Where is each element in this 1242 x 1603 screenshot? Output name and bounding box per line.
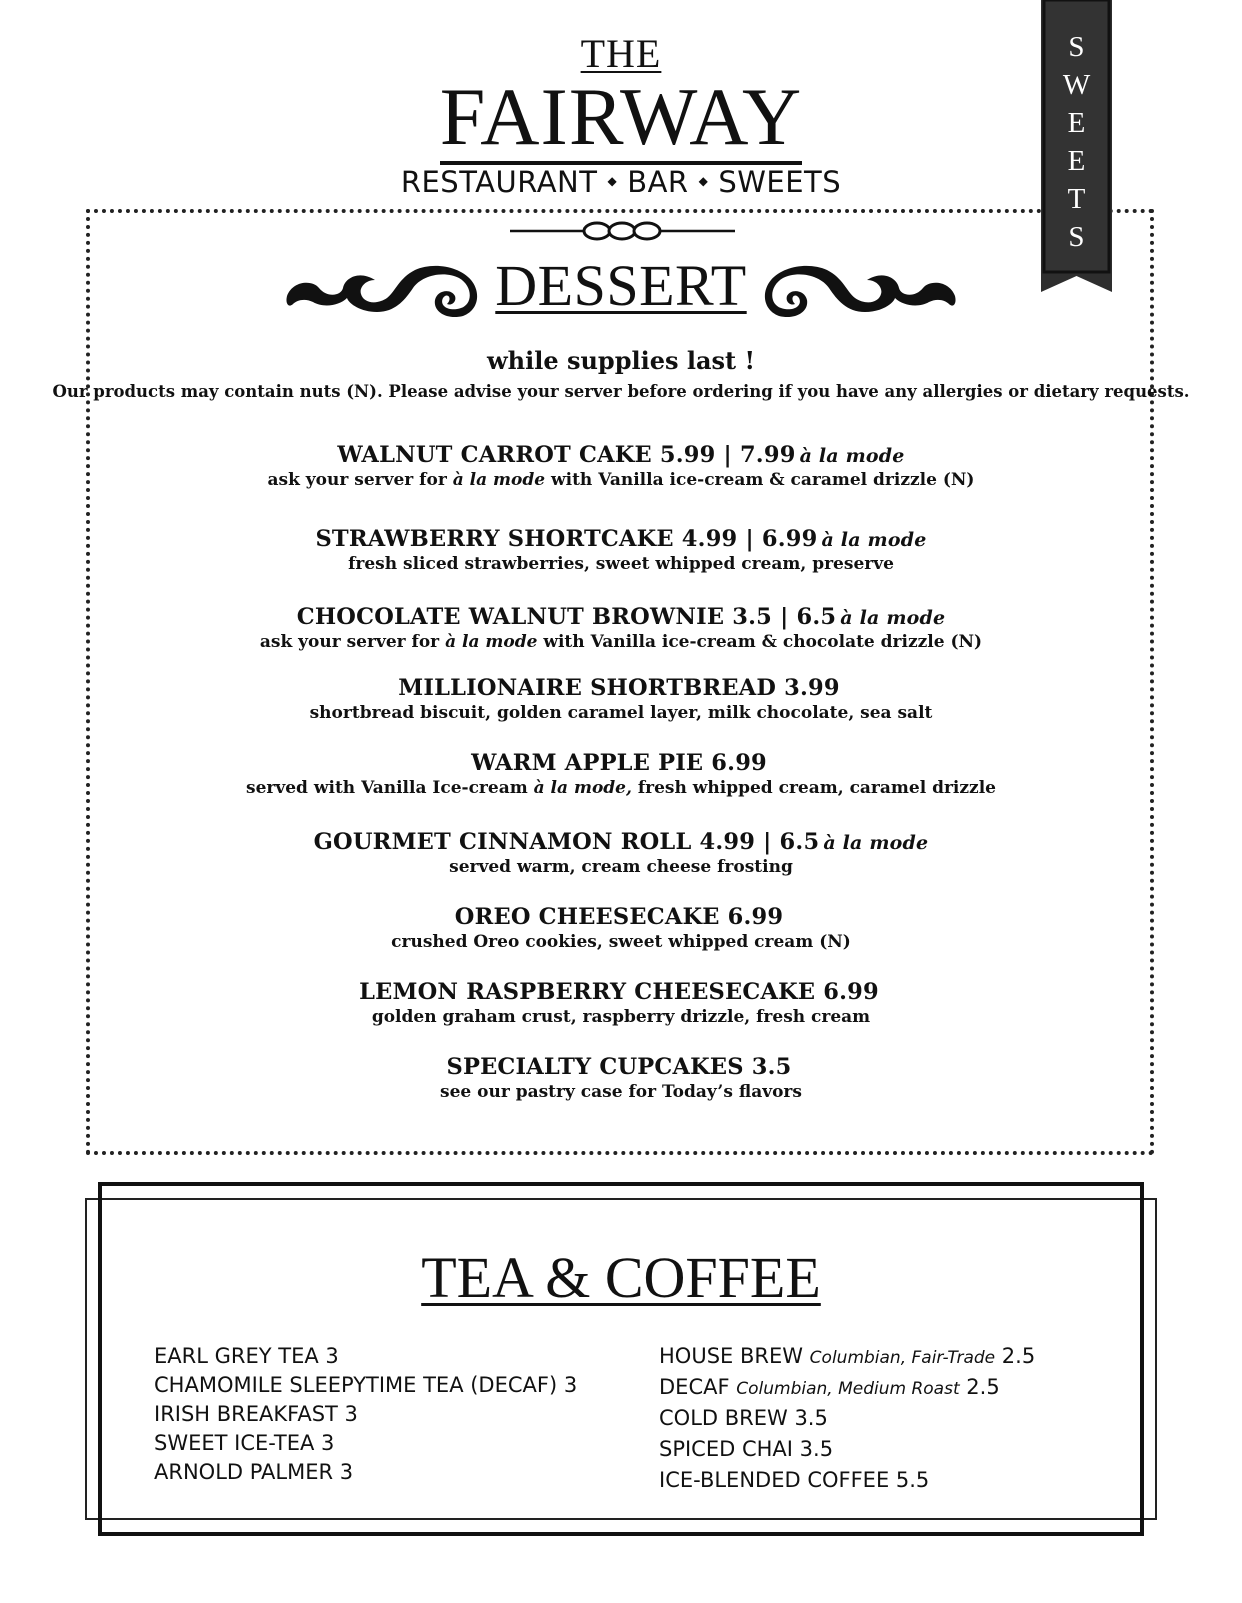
item-name-price: WARM APPLE PIE 6.99	[471, 750, 767, 776]
item-description: golden graham crust, raspberry drizzle, fresh cream	[371, 1007, 871, 1027]
tea-list	[154, 1342, 577, 1487]
logo-the: THE	[580, 31, 662, 76]
sweets-ribbon	[1041, 0, 1112, 292]
tagline-sweets: SWEETS	[718, 165, 842, 199]
coffee-list	[659, 1342, 1035, 1497]
coffee-item: HOUSE BREW Columbian, Fair-Trade 2.5	[659, 1344, 1036, 1368]
item-name-price: WALNUT CARROT CAKE 5.99 | 7.99 à la mode	[337, 442, 905, 468]
item-description: served warm, cream cheese frosting	[449, 857, 793, 877]
dessert-heading: DESSERT	[495, 253, 747, 318]
menu-item	[90, 979, 1152, 1027]
item-name-price: LEMON RASPBERRY CHEESECAKE 6.99	[359, 979, 879, 1005]
item-name-price: CHOCOLATE WALNUT BROWNIE 3.5 | 6.5 à la mode	[296, 604, 946, 630]
tea-item: IRISH BREAKFAST 3	[154, 1402, 358, 1426]
item-description: fresh sliced strawberries, sweet whipped cream, preserve	[348, 554, 894, 574]
tea-item: CHAMOMILE SLEEPYTIME TEA (DECAF) 3	[154, 1373, 578, 1397]
diamond-separator-icon: ◆	[698, 174, 709, 188]
flourish-ornament-icon	[510, 216, 735, 246]
coffee-item: SPICED CHAI 3.5	[659, 1437, 834, 1461]
tea-item: SWEET ICE-TEA 3	[154, 1431, 335, 1455]
coffee-item: DECAF Columbian, Medium Roast 2.5	[659, 1375, 1000, 1399]
tea-item: EARL GREY TEA 3	[154, 1344, 339, 1368]
ribbon-label: S W E E T S	[1062, 31, 1091, 253]
menu-item	[90, 1054, 1152, 1102]
item-description: served with Vanilla Ice-cream à la mode, fresh whipped cream, caramel drizzle	[246, 778, 996, 798]
coffee-item: ICE-BLENDED COFFEE 5.5	[659, 1468, 930, 1492]
tagline-bar: BAR	[627, 165, 689, 199]
item-description: crushed Oreo cookies, sweet whipped cream (N)	[391, 932, 851, 952]
menu-item	[90, 750, 1152, 798]
tagline-restaurant: RESTAURANT	[400, 165, 598, 199]
tea-coffee-heading: TEA & COFFEE	[421, 1245, 821, 1310]
supplies-note: while supplies last !	[486, 346, 756, 375]
item-description: see our pastry case for Today’s flavors	[440, 1082, 802, 1102]
menu-item	[90, 442, 1152, 490]
menu-item	[90, 904, 1152, 952]
item-name-price: STRAWBERRY SHORTCAKE 4.99 | 6.99 à la mode	[315, 526, 927, 552]
tea-item: ARNOLD PALMER 3	[154, 1460, 354, 1484]
allergy-note: Our products may contain nuts (N). Please advise your server before ordering if you have any allergies or dietary requests.	[52, 382, 1190, 401]
logo-fairway: FAIRWAY	[0, 70, 1242, 165]
item-description: ask your server for à la mode with Vanilla ice-cream & chocolate drizzle (N)	[259, 632, 983, 652]
item-name-price: MILLIONAIRE SHORTBREAD 3.99	[398, 675, 840, 701]
coffee-item: COLD BREW 3.5	[659, 1406, 828, 1430]
menu-item	[90, 604, 1152, 652]
diamond-separator-icon: ◆	[607, 174, 618, 188]
menu-item	[90, 829, 1152, 877]
item-description: shortbread biscuit, golden caramel layer, milk chocolate, sea salt	[309, 703, 933, 723]
menu-item	[90, 675, 1152, 723]
item-name-price: SPECIALTY CUPCAKES 3.5	[446, 1054, 792, 1080]
item-description: ask your server for à la mode with Vanilla ice-cream & caramel drizzle (N)	[267, 470, 975, 490]
menu-item	[90, 526, 1152, 574]
item-name-price: OREO CHEESECAKE 6.99	[454, 904, 784, 930]
item-name-price: GOURMET CINNAMON ROLL 4.99 | 6.5 à la mode	[313, 829, 929, 855]
